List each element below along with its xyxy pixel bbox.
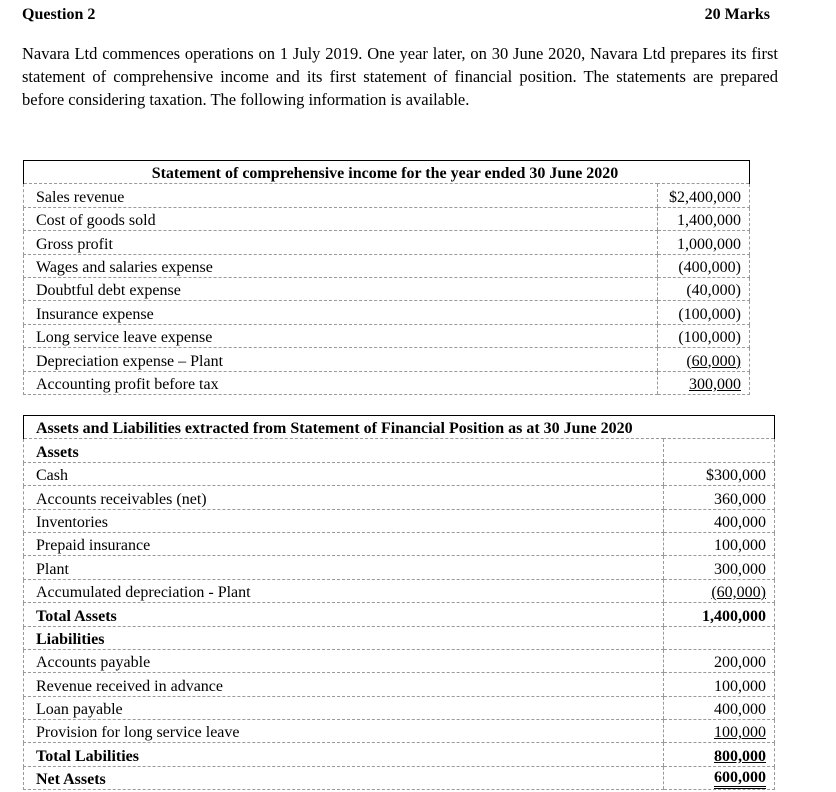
total-assets-label: Total Assets	[24, 603, 664, 626]
row-label: Plant	[24, 556, 664, 579]
table-row	[24, 556, 775, 579]
table-row	[24, 324, 750, 347]
row-label: Insurance expense	[24, 301, 658, 324]
income-statement-table	[23, 160, 750, 395]
table-row	[24, 673, 775, 696]
row-value: 1,000,000	[658, 231, 750, 254]
row-label: Revenue received in advance	[24, 673, 664, 696]
row-label: Accounting profit before tax	[24, 371, 658, 394]
row-label: Accumulated depreciation - Plant	[24, 579, 664, 602]
table-row	[24, 184, 750, 207]
table-row	[24, 348, 750, 371]
total-assets-value: 1,400,000	[664, 603, 775, 626]
row-value: 300,000	[689, 375, 741, 393]
row-label: Prepaid insurance	[24, 532, 664, 555]
row-label: Inventories	[24, 509, 664, 532]
row-value: (100,000)	[658, 301, 750, 324]
row-label: Wages and salaries expense	[24, 254, 658, 277]
row-label: Gross profit	[24, 231, 658, 254]
question-intro: Navara Ltd commences operations on 1 July 2019. One year later, on 30 June 2020, Navara Ltd prepares its first statement of comprehensive income and its first statement of financial position. The statements are prepared before considering taxation. The following information is available.	[22, 44, 778, 109]
total-liabilities-row	[24, 743, 775, 766]
assets-heading: Assets	[24, 439, 664, 462]
row-label: Sales revenue	[24, 184, 658, 207]
table-row	[24, 231, 750, 254]
row-label: Loan payable	[24, 696, 664, 719]
table-row	[24, 254, 750, 277]
row-label: Depreciation expense – Plant	[24, 348, 658, 371]
total-assets-row	[24, 603, 775, 626]
row-value: 360,000	[664, 486, 775, 509]
row-value: 400,000	[664, 509, 775, 532]
total-liabilities-label: Total Labilities	[24, 743, 664, 766]
row-label: Provision for long service leave	[24, 720, 664, 743]
row-value: (100,000)	[658, 324, 750, 347]
net-assets-label: Net Assets	[24, 766, 664, 789]
table-row	[24, 532, 775, 555]
question-marks: 20 Marks	[704, 6, 770, 23]
table-row	[24, 462, 775, 485]
row-label: Long service leave expense	[24, 324, 658, 347]
table-row	[24, 486, 775, 509]
table-row	[24, 207, 750, 230]
row-value: (40,000)	[658, 277, 750, 300]
financial-position-title: Assets and Liabilities extracted from Statement of Financial Position as at 30 June 2020	[24, 416, 775, 439]
table-row	[24, 649, 775, 672]
total-liabilities-value: 800,000	[714, 747, 766, 765]
table-row	[24, 509, 775, 532]
net-assets-row	[24, 766, 775, 789]
row-value: 100,000	[664, 532, 775, 555]
row-value: $2,400,000	[658, 184, 750, 207]
row-value: (60,000)	[711, 584, 766, 602]
table-row	[24, 277, 750, 300]
row-value: (60,000)	[686, 352, 741, 370]
table-row	[24, 696, 775, 719]
row-label: Doubtful debt expense	[24, 277, 658, 300]
question-title: Question 2	[22, 6, 96, 23]
table-row	[24, 371, 750, 394]
row-label: Accounts receivables (net)	[24, 486, 664, 509]
row-value: (400,000)	[658, 254, 750, 277]
income-statement-title: Statement of comprehensive income for the year ended 30 June 2020	[24, 161, 750, 184]
row-label: Cost of goods sold	[24, 207, 658, 230]
financial-position-table	[23, 415, 775, 790]
row-value: 1,400,000	[658, 207, 750, 230]
row-label: Cash	[24, 462, 664, 485]
row-value: 200,000	[664, 649, 775, 672]
table-row	[24, 301, 750, 324]
liabilities-heading: Liabilities	[24, 626, 664, 649]
row-label: Accounts payable	[24, 649, 664, 672]
row-value: 400,000	[664, 696, 775, 719]
table-row	[24, 579, 775, 602]
row-value: 100,000	[714, 724, 766, 742]
table-row	[24, 720, 775, 743]
net-assets-value: 600,000	[714, 770, 766, 789]
row-value: 300,000	[664, 556, 775, 579]
row-value: $300,000	[664, 462, 775, 485]
row-value: 100,000	[664, 673, 775, 696]
